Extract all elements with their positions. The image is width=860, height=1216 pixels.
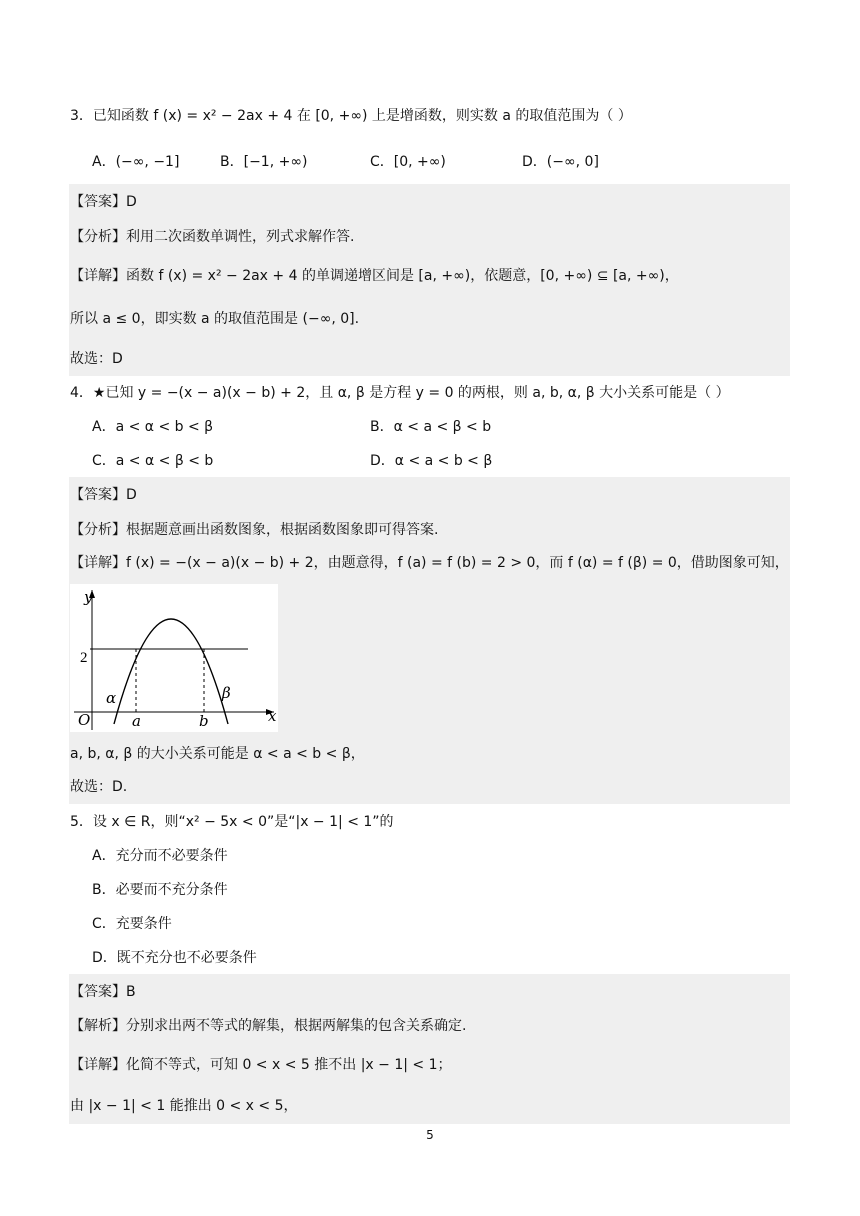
q3-option-c: C．[0, +∞)	[370, 154, 446, 170]
q5-option-b: B．必要而不充分条件	[92, 882, 228, 898]
q5-stem: 5．设 x ∈ R，则“x² − 5x < 0”是“|x − 1| < 1”的	[70, 814, 394, 830]
page-number: 5	[426, 1128, 434, 1142]
label-alpha: α	[106, 689, 117, 707]
q3-option-a: A．(−∞, −1]	[92, 154, 180, 170]
q5-option-c: C．充要条件	[92, 916, 172, 932]
q5-option-d: D．既不充分也不必要条件	[92, 950, 257, 966]
label-two: 2	[80, 650, 88, 666]
q3-choice: 故选：D	[70, 351, 123, 367]
q3-detail-1: 【详解】函数 f (x) = x² − 2ax + 4 的单调递增区间是 [a, +∞)，依题意，[0, +∞) ⊆ [a, +∞)，	[70, 268, 679, 284]
q4-choice: 故选：D.	[70, 779, 128, 795]
q4-option-d: D．α < a < b < β	[370, 453, 493, 469]
q5-option-a: A．充分而不必要条件	[92, 848, 228, 864]
q5-answer: 【答案】B	[70, 984, 136, 1000]
label-origin: O	[78, 711, 91, 729]
q4-detail-2: a, b, α, β 的大小关系可能是 α < a < b < β，	[70, 746, 365, 762]
q5-analysis: 【解析】分别求出两不等式的解集，根据两解集的包含关系确定.	[70, 1018, 467, 1034]
q4-analysis: 【分析】根据题意画出函数图象，根据函数图象即可得答案.	[70, 522, 439, 538]
q3-analysis: 【分析】利用二次函数单调性，列式求解作答.	[70, 229, 355, 245]
q4-option-a: A．a < α < b < β	[92, 419, 214, 435]
label-beta: β	[222, 684, 231, 702]
parabola-figure	[70, 584, 278, 732]
label-a: a	[132, 712, 141, 730]
q3-option-b: B．[−1, +∞)	[220, 154, 308, 170]
q3-option-d: D．(−∞, 0]	[522, 154, 599, 170]
parabola-graph	[70, 584, 278, 732]
parabola-curve	[114, 619, 228, 724]
q3-detail-2: 所以 a ≤ 0，即实数 a 的取值范围是 (−∞, 0].	[70, 311, 360, 327]
label-b: b	[199, 712, 209, 730]
q5-detail-1: 【详解】化简不等式，可知 0 < x < 5 推不出 |x − 1| < 1；	[70, 1057, 452, 1073]
q3-stem: 3．已知函数 f (x) = x² − 2ax + 4 在 [0, +∞) 上是增函数，则实数 a 的取值范围为（ ）	[70, 108, 632, 124]
q4-option-c: C．a < α < β < b	[92, 453, 214, 469]
label-x: x	[268, 707, 277, 725]
label-y: y	[84, 588, 93, 606]
q4-detail-1: 【详解】f (x) = −(x − a)(x − b) + 2，由题意得，f (a) = f (b) = 2 > 0，而 f (α) = f (β) = 0，借助图象可知，	[70, 555, 789, 571]
q4-stem: 4．★已知 y = −(x − a)(x − b) + 2，且 α, β 是方程 y = 0 的两根，则 a, b, α, β 大小关系可能是（ ）	[70, 385, 730, 401]
q3-answer: 【答案】D	[70, 194, 137, 210]
q4-option-b: B．α < a < β < b	[370, 419, 492, 435]
q5-detail-2: 由 |x − 1| < 1 能推出 0 < x < 5，	[70, 1098, 298, 1114]
q4-answer: 【答案】D	[70, 487, 137, 503]
